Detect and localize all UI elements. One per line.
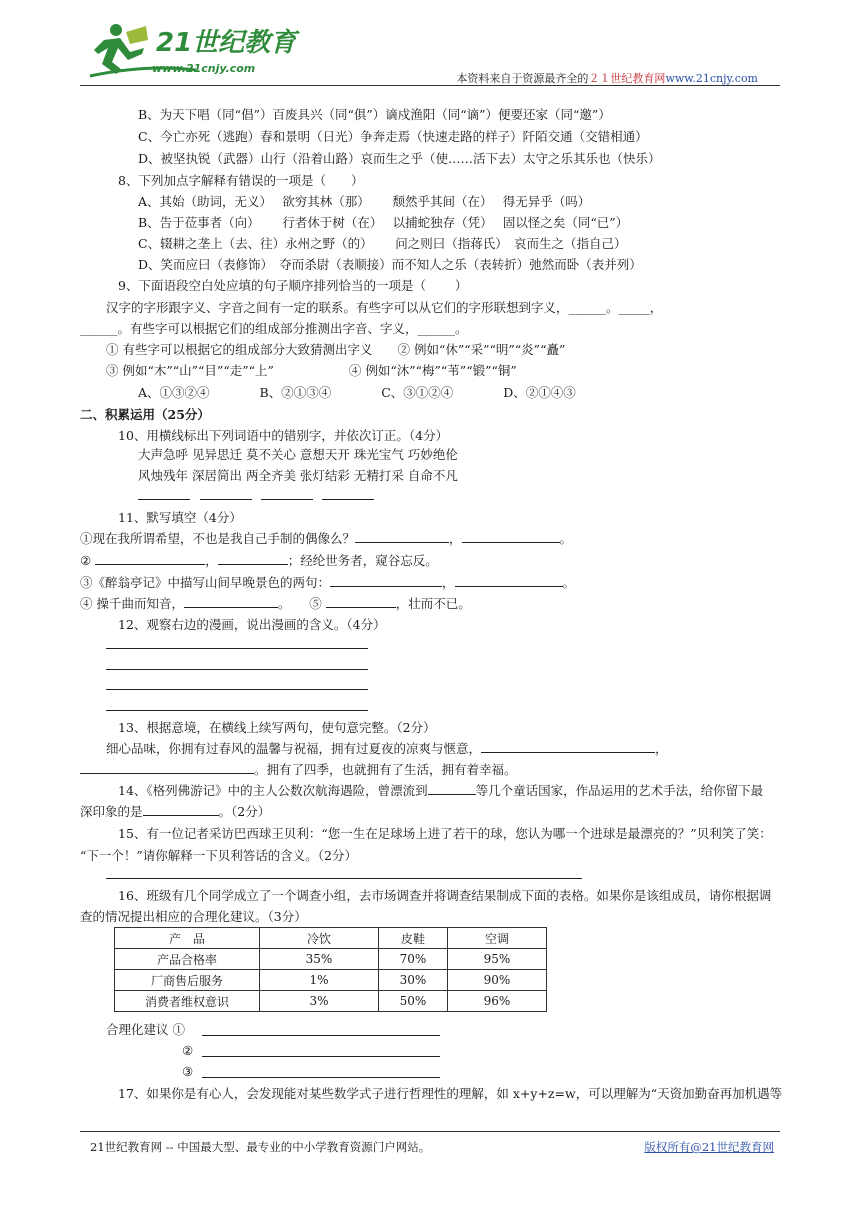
- q12-answer-line-2[interactable]: [106, 669, 368, 670]
- q16-line-1: 16、班级有几个同学成立了一个调查小组，去市场调查并将调查结果制成下面的表格。如果你是该组成员，请你根据调: [118, 888, 772, 903]
- q14-text-1: 14、《格列佛游记》中的主人公数次航海遇险，曾漂流到: [118, 783, 428, 798]
- logo-url: www.21cnjy.com: [152, 62, 256, 75]
- table-header-cell: 冷饮: [260, 928, 379, 949]
- q10-title: 10、用横线标出下列词语中的错别字，并依次订正。（4分）: [118, 428, 449, 443]
- table-cell: 产品合格率: [115, 949, 260, 970]
- q9-answers: A、①③②④ B、②①③④ C、③①②④ D、②①④③: [138, 385, 576, 400]
- footer-copyright-link[interactable]: 版权所有@21世纪教育网: [644, 1140, 774, 1154]
- table-cell: 3%: [260, 991, 379, 1012]
- q11-item-4-text: ④ 操千曲而知音，: [80, 596, 184, 611]
- q16-suggestion-2-line[interactable]: [202, 1056, 440, 1057]
- q11-item-4: [80, 595, 471, 613]
- survey-table: [114, 927, 547, 1012]
- table-header-row: [115, 928, 547, 949]
- q11-item-3: ③《醉翁亭记》中描写山间早晚景色的两句： ， 。: [80, 575, 576, 590]
- q16-suggestion-3-label: ③: [182, 1064, 194, 1079]
- site-logo: [86, 18, 296, 82]
- q9-passage-2: ______。有些字可以根据它们的组成部分推测出字音、字义，______。: [80, 321, 468, 336]
- q11-item-1-blank-2[interactable]: [462, 530, 560, 543]
- q11-item-2-blank-2[interactable]: [218, 552, 288, 565]
- table-header-cell: 产 品: [115, 928, 260, 949]
- header-site-name[interactable]: ２１世纪教育网: [588, 72, 666, 85]
- q11-item-5-text: ，壮而不已。: [395, 596, 471, 611]
- q13-blank-1[interactable]: [481, 740, 655, 753]
- q14-blank-1[interactable]: [428, 782, 476, 795]
- header-divider: [80, 85, 780, 86]
- q13-passage-2-text: 。拥有了四季，也就拥有了生活，拥有着幸福。: [254, 762, 517, 777]
- table-row: [115, 949, 547, 970]
- q14-blank-2[interactable]: [143, 803, 219, 816]
- q11-item-2: ② ， ；经纶世务者，窥谷忘反。: [80, 553, 438, 568]
- header-site-url[interactable]: www.21cnjy.com: [665, 72, 758, 85]
- header-tagline: [456, 70, 758, 86]
- q16-suggestion-3-line[interactable]: [202, 1077, 440, 1078]
- q14-text-3: 深印象的是: [80, 804, 143, 819]
- table-cell: 35%: [260, 949, 379, 970]
- q10-words-row-2: 风烛残年 深居简出 两全齐美 张灯结彩 无精打采 自命不凡: [138, 468, 458, 483]
- q11-item-1: ①现在我所谓希望，不也是我自己手制的偶像么？ ， 。: [80, 531, 573, 546]
- table-row: [115, 970, 547, 991]
- q11-item-3-blank-2[interactable]: [455, 574, 563, 587]
- q9-title: 9、下面语段空白处应填的句子顺序排列恰当的一项是（ ）: [118, 278, 468, 293]
- table-cell: 96%: [448, 991, 547, 1012]
- q10-blank-3[interactable]: [261, 499, 313, 500]
- q13-passage-1-text: 细心品味，你拥有过春风的温馨与祝福，拥有过夏夜的凉爽与惬意，: [106, 741, 482, 756]
- q7-option-b: B、为天下唱（同“倡”）百废具兴（同“俱”）谪戍渔阳（同“谪”）便要还家（同“邀”）: [138, 107, 611, 122]
- q16-line-2: 查的情况提出相应的合理化建议。（3分）: [80, 909, 307, 924]
- q9-options-2: ③ 例如“木”“山”“目”“走”“上” ④ 例如“沐”“梅”“苇”“锻”“铜”: [106, 363, 517, 378]
- q17-line-1: 17、如果你是有心人，会发现能对某些数学式子进行哲理性的理解，如 x+y+z=w，可以理解为“天资加勤奋再加机遇等: [118, 1086, 783, 1101]
- q12-answer-line-4[interactable]: [106, 710, 368, 711]
- logo-text: 21世纪教育: [156, 28, 297, 58]
- table-cell: 95%: [448, 949, 547, 970]
- table-cell: 消费者维权意识: [115, 991, 260, 1012]
- footer-tagline: 21世纪教育网 -- 中国最大型、最专业的中小学教育资源门户网站。: [90, 1140, 431, 1154]
- q7-option-d: D、被坚执锐（武器）山行（沿着山路）哀而生之乎（使……活下去）太守之乐其乐也（快乐）: [138, 151, 661, 166]
- q13-passage-2: [80, 761, 517, 779]
- q7-option-c: C、今亡亦死（逃跑）春和景明（日光）争奔走焉（快速走路的样子）阡陌交通（交错相通）: [138, 129, 648, 144]
- q11-item-2-text: ；经纶世务者，窥谷忘反。: [287, 553, 438, 568]
- q16-suggestion-2-label: ②: [182, 1043, 194, 1058]
- q11-item-1-blank-1[interactable]: [355, 530, 449, 543]
- q8-option-a: A、其始（助词，无义） 欲穷其林（那） 颓然乎其间（在） 得无异乎（吗）: [138, 194, 591, 209]
- q11-item-1-text: ①现在我所谓希望，不也是我自己手制的偶像么？: [80, 531, 356, 546]
- q13-blank-2[interactable]: [80, 761, 254, 774]
- table-cell: 90%: [448, 970, 547, 991]
- footer-divider: [80, 1131, 780, 1132]
- q11-item-3-blank-1[interactable]: [330, 574, 442, 587]
- q11-item-2-number: ②: [80, 553, 92, 568]
- q12-title: 12、观察右边的漫画，说出漫画的含义。（4分）: [118, 617, 386, 632]
- q14-line-2: [80, 803, 270, 821]
- q14-text-2: 等几个童话国家，作品运用的艺术手法，给你留下最: [475, 783, 764, 798]
- table-header-cell: 皮鞋: [379, 928, 448, 949]
- q12-answer-line-3[interactable]: [106, 689, 368, 690]
- q8-title: 8、下列加点字解释有错误的一项是（ ）: [118, 173, 364, 188]
- q10-blank-4[interactable]: [322, 499, 374, 500]
- q14-text-4: 。（2分）: [218, 804, 271, 819]
- q8-option-c: C、辍耕之垄上（去、往）永州之野（的） 问之则曰（指蒋氏） 哀而生之（指自己）: [138, 236, 627, 251]
- q13-passage-1: 细心品味，你拥有过春风的温馨与祝福，拥有过夏夜的凉爽与惬意， ，: [106, 741, 668, 756]
- q10-blank-1[interactable]: [138, 499, 190, 500]
- q8-option-b: B、告于莅事者（向） 行者休于树（在） 以捕蛇独存（凭） 固以怪之矣（同“已”）: [138, 215, 629, 230]
- q10-words-row-1: 大声急呼 见异思迁 莫不关心 意想天开 珠光宝气 巧妙绝伦: [138, 447, 458, 462]
- q16-suggestion-1-label: 合理化建议 ①: [106, 1022, 185, 1037]
- q16-suggestion-1-line[interactable]: [202, 1035, 440, 1036]
- q11-title: 11、默写填空（4分）: [118, 510, 242, 525]
- q15-line-1: 15、有一位记者采访巴西球王贝利：“您一生在足球场上进了若干的球，您认为哪一个进球是最漂亮的？”贝利笑了笑：: [118, 826, 772, 841]
- q9-passage-1: 汉字的字形跟字义、字音之间有一定的联系。有些字可以从它们的字形联想到字义，______。_____，: [106, 300, 663, 315]
- table-cell: 50%: [379, 991, 448, 1012]
- q15-line-2: “下一个！”请你解释一下贝利答话的含义。（2分）: [80, 848, 357, 863]
- q9-options-1: ① 有些字可以根据它的组成部分大致猜测出字义 ② 例如“休”“采”“明”“炎”“矗”: [106, 342, 566, 357]
- q11-item-2-blank-1[interactable]: [95, 552, 205, 565]
- q11-item-5-blank[interactable]: [326, 595, 396, 608]
- q11-item-4-blank[interactable]: [184, 595, 278, 608]
- section-2-title: 二、积累运用（25分）: [80, 407, 210, 422]
- table-row: [115, 991, 547, 1012]
- table-cell: 70%: [379, 949, 448, 970]
- q12-answer-line-1[interactable]: [106, 648, 368, 649]
- header-tagline-text: 本资料来自于资源最齐全的: [456, 72, 589, 85]
- q15-answer-line[interactable]: [106, 878, 582, 879]
- q14-line-1: [118, 782, 763, 800]
- table-cell: 1%: [260, 970, 379, 991]
- q8-option-d: D、笑而应曰（表修饰） 夺而杀尉（表顺接）而不知人之乐（表转折）弛然而卧（表并列）: [138, 257, 642, 272]
- q11-item-3-text: ③《醉翁亭记》中描写山间早晚景色的两句：: [80, 575, 331, 590]
- q11-item-5-number: 。 ⑤: [277, 596, 322, 611]
- table-header-cell: 空调: [448, 928, 547, 949]
- table-cell: 厂商售后服务: [115, 970, 260, 991]
- table-cell: 30%: [379, 970, 448, 991]
- q13-title: 13、根据意境，在横线上续写两句，使句意完整。（2分）: [118, 720, 436, 735]
- q10-blank-2[interactable]: [200, 499, 252, 500]
